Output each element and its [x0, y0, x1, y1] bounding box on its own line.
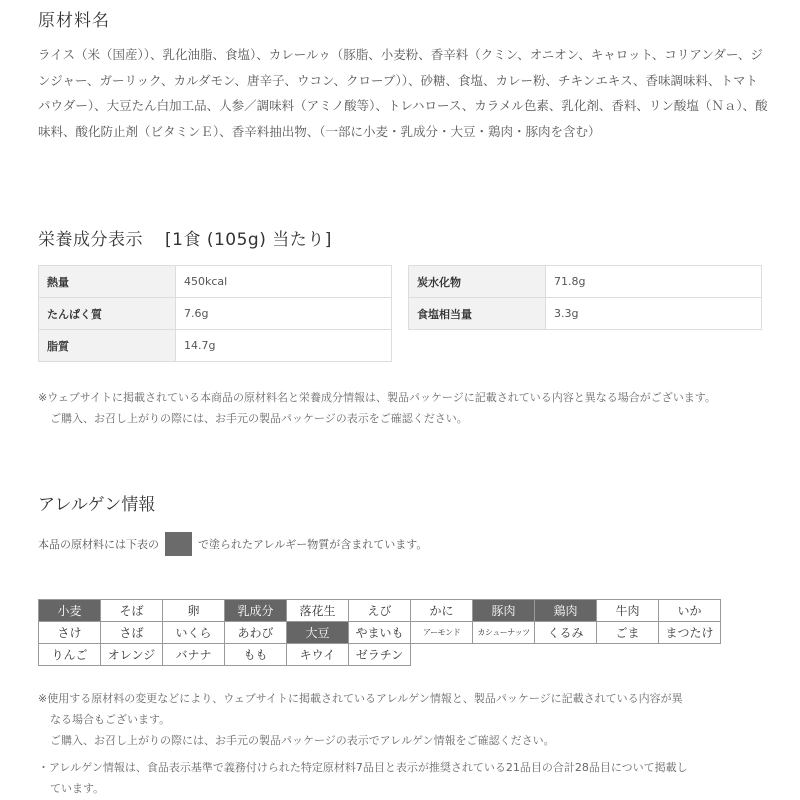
- allergen-cell: かに: [411, 600, 473, 622]
- allergy-note-line: ています。: [50, 782, 105, 795]
- allergy-note-line: なる場合もございます。: [50, 713, 171, 726]
- allergen-cell: さけ: [39, 622, 101, 644]
- nutrition-value: 7.6g: [176, 298, 392, 330]
- allergen-cell: まつたけ: [659, 622, 721, 644]
- allergy-intro-before: 本品の原材料には下表の: [38, 538, 159, 551]
- allergen-cell: えび: [349, 600, 411, 622]
- allergen-cell: そば: [101, 600, 163, 622]
- allergen-cell: キウイ: [287, 644, 349, 666]
- allergen-cell: さば: [101, 622, 163, 644]
- nutrition-label: 熱量: [39, 266, 176, 298]
- allergen-cell: 落花生: [287, 600, 349, 622]
- allergen-cell: いか: [659, 600, 721, 622]
- nutrition-label: 食塩相当量: [409, 298, 546, 330]
- nutrition-row: [409, 266, 762, 298]
- nutrition-row: [39, 298, 392, 330]
- allergen-cell: もも: [225, 644, 287, 666]
- allergen-cell: 卵: [163, 600, 225, 622]
- allergen-row: [39, 622, 721, 644]
- nutrition-row: [39, 266, 392, 298]
- nutrition-row: [409, 298, 762, 330]
- allergy-note-change: [38, 688, 778, 751]
- allergen-cell: ゼラチン: [349, 644, 411, 666]
- allergen-cell: 大豆: [287, 622, 349, 644]
- nutrition-label: 脂質: [39, 330, 176, 362]
- allergy-note-line: ・アレルゲン情報は、食品表示基準で義務付けられた特定原材料7品目と表示が推奨されている21品目の合計28品目について掲載し: [38, 761, 688, 774]
- allergen-cell: 鶏肉: [535, 600, 597, 622]
- allergen-cell: オレンジ: [101, 644, 163, 666]
- allergen-cell: いくら: [163, 622, 225, 644]
- allergen-row: [39, 600, 721, 622]
- nutrition-value: 71.8g: [546, 266, 762, 298]
- allergen-cell: バナナ: [163, 644, 225, 666]
- allergen-empty-cell: [597, 644, 659, 666]
- allergen-cell: 豚肉: [473, 600, 535, 622]
- nutrition-basis: [1食 (105g) 当たり]: [165, 230, 332, 250]
- nutrition-table-right: [408, 265, 762, 330]
- allergen-cell: アーモンド: [411, 622, 473, 644]
- allergy-intro-after: で塗られたアレルギー物質が含まれています。: [198, 538, 428, 551]
- nutrition-note: [38, 387, 778, 429]
- allergen-cell: やまいも: [349, 622, 411, 644]
- allergen-empty-cell: [659, 644, 721, 666]
- nutrition-note-line: ご購入、お召し上がりの際には、お手元の製品パッケージの表示をご確認ください。: [50, 412, 468, 425]
- allergen-cell: ごま: [597, 622, 659, 644]
- allergen-cell: 乳成分: [225, 600, 287, 622]
- allergy-heading: アレルゲン情報: [38, 495, 156, 515]
- allergy-note-line: ご購入、お召し上がりの際には、お手元の製品パッケージの表示でアレルゲン情報をご確認ください。: [50, 734, 555, 747]
- allergen-table: [38, 599, 721, 666]
- allergen-empty-cell: [411, 644, 473, 666]
- allergen-cell: あわび: [225, 622, 287, 644]
- allergen-cell: くるみ: [535, 622, 597, 644]
- nutrition-row: [39, 330, 392, 362]
- allergen-empty-cell: [535, 644, 597, 666]
- nutrition-label: たんぱく質: [39, 298, 176, 330]
- allergen-legend-swatch: [165, 532, 192, 556]
- allergy-note-scope: [38, 757, 778, 799]
- nutrition-value: 14.7g: [176, 330, 392, 362]
- nutrition-title: 栄養成分表示: [38, 230, 143, 250]
- allergen-cell: 小麦: [39, 600, 101, 622]
- allergen-empty-cell: [473, 644, 535, 666]
- allergy-intro: [38, 532, 427, 556]
- nutrition-note-line: ※ウェブサイトに掲載されている本商品の原材料名と栄養成分情報は、製品パッケージに記載されている内容と異なる場合がございます。: [38, 391, 716, 404]
- allergen-cell: 牛肉: [597, 600, 659, 622]
- nutrition-table-left: [38, 265, 392, 362]
- allergen-cell: りんご: [39, 644, 101, 666]
- ingredients-heading: 原材料名: [38, 11, 110, 31]
- nutrition-value: 3.3g: [546, 298, 762, 330]
- ingredients-text: ライス（米（国産））、乳化油脂、食塩）、カレールゥ（豚脂、小麦粉、香辛料（クミン、オニオン、キャロット、コリアンダー、ジンジャー、ガーリック、カルダモン、唐辛子、ウコン、クローブ））、砂糖、食塩、カレー粉、チキンエキス、香味調味料、トマトパウダー）、大豆たん白加工品、人参／調味料（アミノ酸等）、トレハロース、カラメル色素、乳化剤、香料、リン酸塩（Ｎａ）、酸味料、酸化防止剤（ビタミンＥ）、香辛料抽出物、（一部に小麦・乳成分・大豆・鶏肉・豚肉を含む）: [38, 47, 768, 139]
- nutrition-label: 炭水化物: [409, 266, 546, 298]
- allergen-row: [39, 644, 721, 666]
- nutrition-heading: [38, 225, 332, 250]
- nutrition-value: 450kcal: [176, 266, 392, 298]
- allergen-cell: カシューナッツ: [473, 622, 535, 644]
- allergy-note-line: ※使用する原材料の変更などにより、ウェブサイトに掲載されているアレルゲン情報と、製品パッケージに記載されている内容が異: [38, 692, 683, 705]
